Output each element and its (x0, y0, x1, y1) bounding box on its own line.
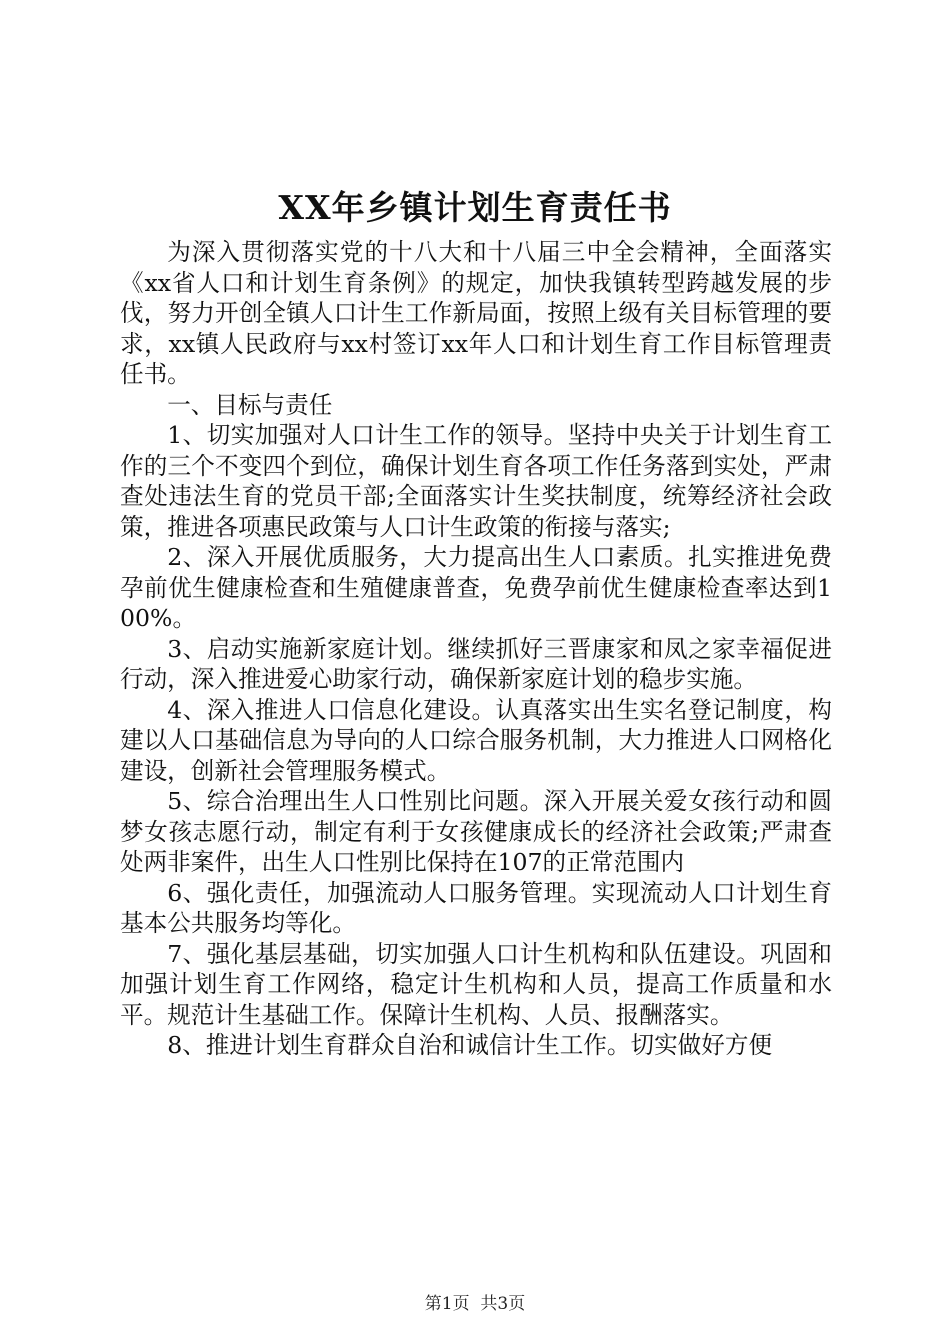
item-paragraph-5: 5、综合治理出生人口性别比问题。深入开展关爱女孩行动和圆梦女孩志愿行动，制定有利于女孩健康成长的经济社会政策;严肃查处两非案件，出生人口性别比保持在107的正常范围内 (120, 787, 832, 876)
item-paragraph-3: 3、启动实施新家庭计划。继续抓好三晋康家和凤之家幸福促进行动，深入推进爱心助家行动，确保新家庭计划的稳步实施。 (120, 634, 832, 693)
item-paragraph-2: 2、深入开展优质服务，大力提高出生人口素质。扎实推进免费孕前优生健康检查和生殖健康普查，免费孕前优生健康检查率达到100%。 (120, 543, 832, 632)
page-total: 共3页 (480, 1294, 526, 1314)
item-paragraph-6: 6、强化责任，加强流动人口服务管理。实现流动人口计划生育基本公共服务均等化。 (120, 878, 832, 937)
item-paragraph-7: 7、强化基层基础，切实加强人口计生机构和队伍建设。巩固和加强计划生育工作网络，稳定计生机构和人员，提高工作质量和水平。规范计生基础工作。保障计生机构、人员、报酬落实。 (120, 939, 832, 1029)
item-paragraph-1: 1、切实加强对人口计生工作的领导。坚持中央关于计划生育工作的三个不变四个到位，确保计划生育各项工作任务落到实处，严肃查处违法生育的党员干部;全面落实计生奖扶制度，统筹经济社会政策，推进各项惠民政策与人口计生政策的衔接与落实; (120, 421, 832, 541)
page-number: 第1页 (424, 1294, 470, 1314)
item-paragraph-4: 4、深入推进人口信息化建设。认真落实出生实名登记制度，构建以人口基础信息为导向的人口综合服务机制，大力推进人口网格化建设，创新社会管理服务模式。 (120, 695, 832, 785)
document-body (120, 237, 832, 1061)
item-paragraph-8: 8、推进计划生育群众自治和诚信计生工作。切实做好方便 (167, 1031, 773, 1059)
intro-paragraph: 为深入贯彻落实党的十八大和十八届三中全会精神，全面落实《xx省人口和计划生育条例》的规定，加快我镇转型跨越发展的步伐，努力开创全镇人口计生工作新局面，按照上级有关目标管理的要求，xx镇人民政府与xx村签订xx年人口和计划生育工作目标管理责任书。 (120, 238, 832, 388)
document-title: XX年乡镇计划生育责任书 (278, 188, 672, 227)
section-heading-goals: 一、目标与责任 (167, 390, 333, 419)
page-footer (0, 1293, 950, 1315)
